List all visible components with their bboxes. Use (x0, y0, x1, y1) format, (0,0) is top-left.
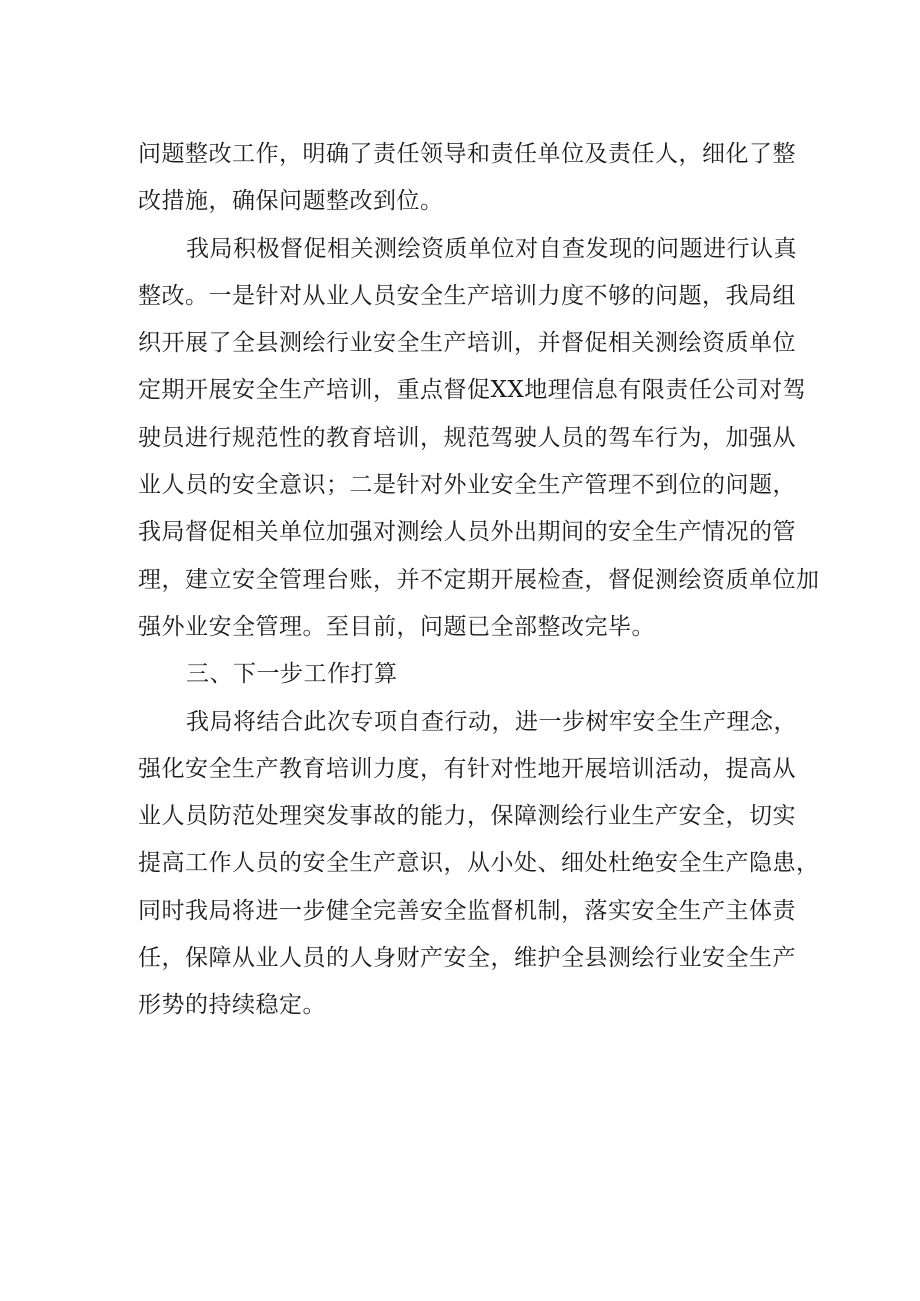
text-line: 定期开展安全生产培训，重点督促XX地理信息有限责任公司对驾 (138, 377, 807, 404)
text-line: 提高工作人员的安全生产意识，从小处、细处杜绝安全生产隐患， (138, 850, 820, 877)
document-body (138, 131, 820, 1030)
section-heading: 三、下一步工作打算 (186, 661, 398, 688)
text-line: 问题整改工作，明确了责任领导和责任单位及责任人，细化了整 (138, 141, 796, 167)
text-line: 驶员进行规范性的教育培训，规范驾驶人员的驾车行为，加强从 (138, 424, 796, 451)
text-line: 理，建立安全管理台账，并不定期开展检查，督促测绘资质单位加 (138, 566, 820, 593)
text-line: 改措施，确保问题整改到位。 (138, 188, 444, 215)
text-line: 业人员的安全意识；二是针对外业安全生产管理不到位的问题， (138, 472, 796, 499)
text-line: 整改。一是针对从业人员安全生产培训力度不够的问题，我局组 (138, 282, 796, 309)
paragraph-start-line: 我局将结合此次专项自查行动，进一步树牢安全生产理念， (186, 708, 797, 735)
text-line: 任，保障从业人员的人身财产安全，维护全县测绘行业安全生产 (138, 945, 796, 972)
paragraph-start-line: 我局积极督促相关测绘资质单位对自查发现的问题进行认真 (186, 235, 797, 262)
text-line: 形势的持续稳定。 (138, 992, 326, 1019)
text-line: 同时我局将进一步健全完善安全监督机制，落实安全生产主体责 (138, 897, 796, 924)
text-line: 织开展了全县测绘行业安全生产培训，并督促相关测绘资质单位 (138, 330, 796, 357)
text-line: 业人员防范处理突发事故的能力，保障测绘行业生产安全，切实 (138, 803, 796, 830)
text-line: 强外业安全管理。至目前，问题已全部整改完毕。 (138, 613, 655, 640)
text-line: 强化安全生产教育培训力度，有针对性地开展培训活动，提高从 (138, 755, 796, 782)
text-line: 我局督促相关单位加强对测绘人员外出期间的安全生产情况的管 (138, 519, 796, 546)
